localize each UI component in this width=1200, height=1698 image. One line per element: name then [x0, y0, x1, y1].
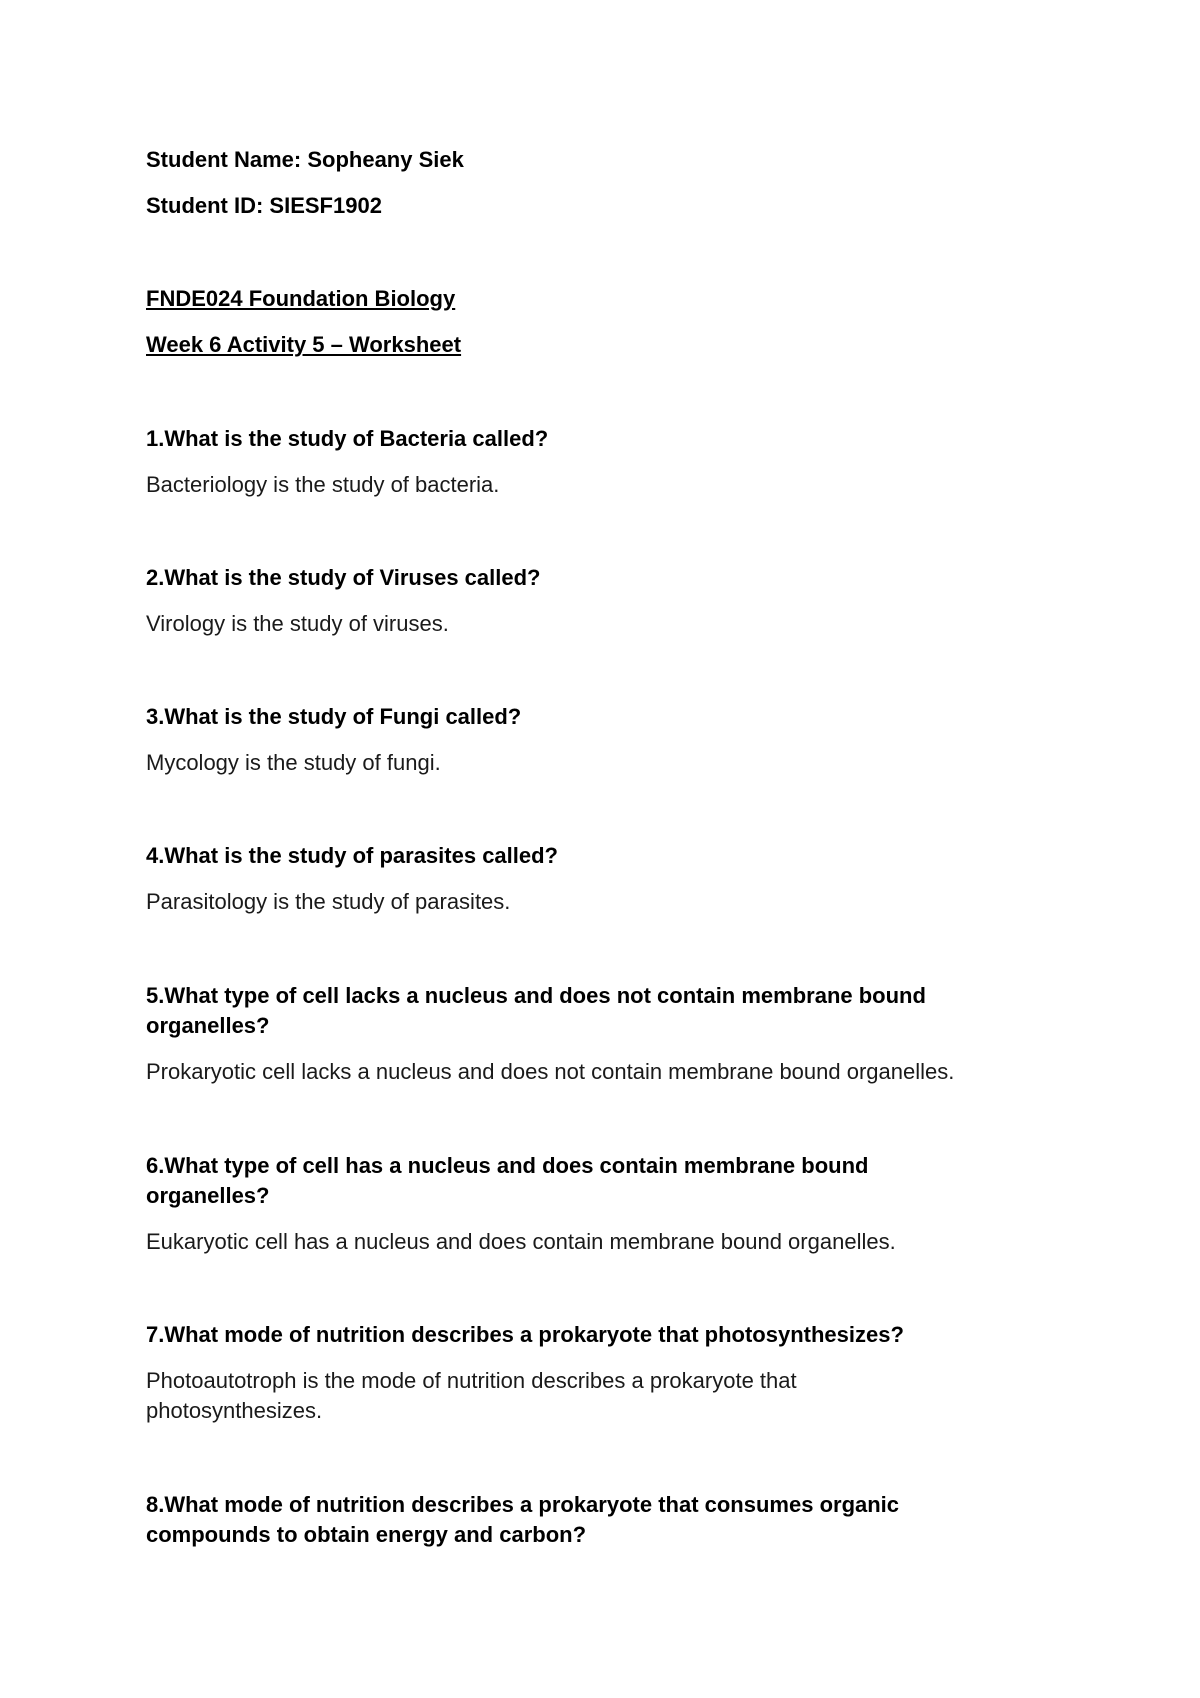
answer-4: Parasitology is the study of parasites. — [146, 889, 511, 914]
question-8-line-1: 8.What mode of nutrition describes a prokaryote that consumes organic — [146, 1492, 900, 1517]
student-id: Student ID: SIESF1902 — [146, 193, 382, 218]
activity-title: Week 6 Activity 5 – Worksheet — [146, 332, 462, 357]
answer-1: Bacteriology is the study of bacteria. — [146, 472, 500, 497]
question-6-line-1: 6.What type of cell has a nucleus and does contain membrane bound — [146, 1153, 869, 1178]
student-name: Student Name: Sopheany Siek — [146, 147, 464, 172]
question-3: 3.What is the study of Fungi called? — [146, 704, 522, 729]
course-title: FNDE024 Foundation Biology — [146, 286, 456, 311]
question-8-line-2: compounds to obtain energy and carbon? — [146, 1522, 587, 1547]
question-6-line-2: organelles? — [146, 1183, 270, 1208]
answer-3: Mycology is the study of fungi. — [146, 750, 441, 775]
question-2: 2.What is the study of Viruses called? — [146, 565, 541, 590]
question-5-line-2: organelles? — [146, 1013, 270, 1038]
answer-2: Virology is the study of viruses. — [146, 611, 449, 636]
answer-7-line-2: photosynthesizes. — [146, 1398, 323, 1423]
question-5-line-1: 5.What type of cell lacks a nucleus and does not contain membrane bound — [146, 983, 926, 1008]
answer-7-line-1: Photoautotroph is the mode of nutrition describes a prokaryote that — [146, 1368, 797, 1393]
question-4: 4.What is the study of parasites called? — [146, 843, 558, 868]
question-1: 1.What is the study of Bacteria called? — [146, 426, 549, 451]
answer-6: Eukaryotic cell has a nucleus and does contain membrane bound organelles. — [146, 1229, 896, 1254]
question-7: 7.What mode of nutrition describes a prokaryote that photosynthesizes? — [146, 1322, 904, 1347]
answer-5: Prokaryotic cell lacks a nucleus and does not contain membrane bound organelles. — [146, 1059, 955, 1084]
